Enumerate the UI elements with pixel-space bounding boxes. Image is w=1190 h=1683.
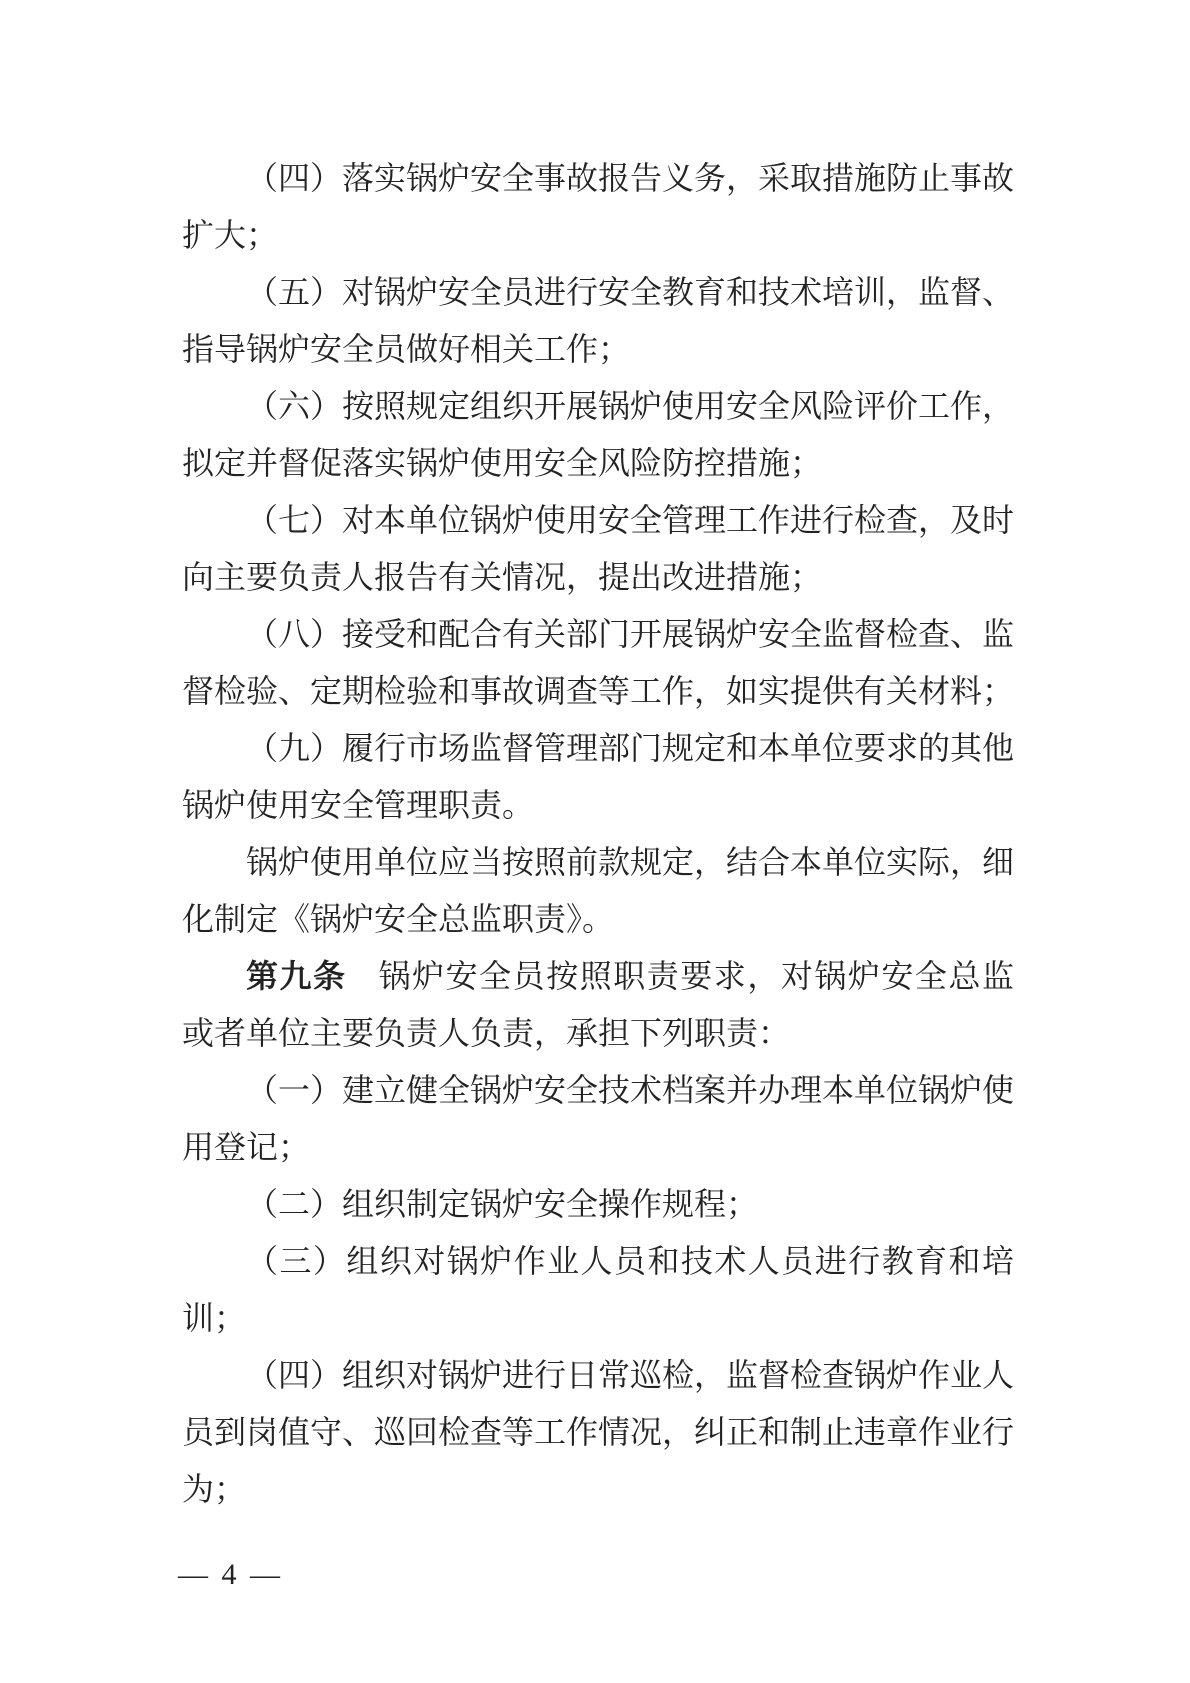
clause-7-paragraph: （七）对本单位锅炉使用安全管理工作进行检查，及时向主要负责人报告有关情况，提出改进措施； xyxy=(182,502,1015,595)
article9-clause-3-paragraph: （三）组织对锅炉作业人员和技术人员进行教育和培训； xyxy=(182,1243,1014,1336)
clause-5-paragraph: （五）对锅炉安全员进行安全教育和技术培训，监督、指导锅炉安全员做好相关工作； xyxy=(182,274,1015,367)
article-9-text: 锅炉安全员按照职责要求，对锅炉安全总监或者单位主要负责人负责，承担下列职责： xyxy=(182,958,1014,1051)
article9-clause-2-paragraph: （二）组织制定锅炉安全操作规程； xyxy=(246,1186,759,1222)
clause-9-paragraph: （九）履行市场监督管理部门规定和本单位要求的其他锅炉使用安全管理职责。 xyxy=(182,730,1015,823)
document-body xyxy=(182,150,1014,1518)
article9-clause-4-paragraph: （四）组织对锅炉进行日常巡检，监督检查锅炉作业人员到岗值守、巡回检查等工作情况，纠正和制止违章作业行为； xyxy=(182,1357,1015,1507)
clause-8-paragraph: （八）接受和配合有关部门开展锅炉安全监督检查、监督检验、定期检验和事故调查等工作，如实提供有关材料； xyxy=(182,616,1015,709)
closing-note-paragraph: 锅炉使用单位应当按照前款规定，结合本单位实际，细化制定《锅炉安全总监职责》。 xyxy=(182,844,1015,937)
article-9-paragraph xyxy=(182,948,1014,1062)
clause-6-paragraph: （六）按照规定组织开展锅炉使用安全风险评价工作，拟定并督促落实锅炉使用安全风险防控措施； xyxy=(182,388,1015,481)
page-number: — 4 — xyxy=(178,1558,283,1591)
article9-clause-1-paragraph: （一）建立健全锅炉安全技术档案并办理本单位锅炉使用登记； xyxy=(182,1072,1015,1165)
clause-4-paragraph: （四）落实锅炉安全事故报告义务，采取措施防止事故扩大； xyxy=(182,160,1015,253)
article-9-number-label: 第九条 xyxy=(246,958,347,994)
